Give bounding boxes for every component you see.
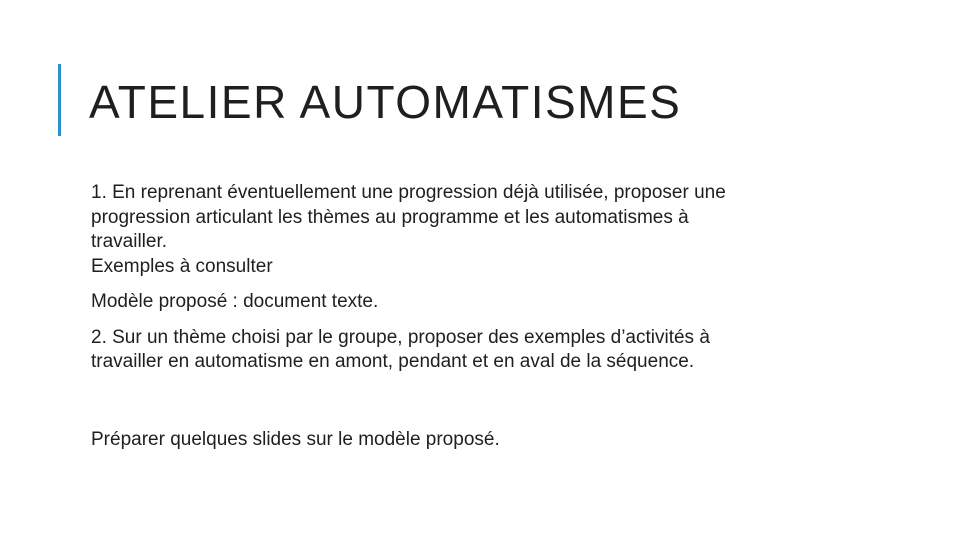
paragraph-line: Modèle proposé : document texte. (91, 291, 379, 312)
slide-body (91, 181, 871, 452)
paragraph-line: 1. En reprenant éventuellement une progression déjà utilisée, proposer une (91, 182, 726, 203)
paragraph-model (91, 290, 871, 315)
paragraph-progression (91, 181, 871, 279)
paragraph-line: travailler. (91, 231, 168, 252)
title-accent-bar (58, 64, 61, 136)
paragraph-slides (91, 428, 871, 453)
examples-link-text: Exemples à consulter (91, 255, 273, 277)
paragraph-line: progression articulant les thèmes au programme et les automatismes à (91, 206, 689, 228)
paragraph-activities (91, 326, 871, 375)
paragraph-line: travailler en automatisme en amont, pendant et en aval de la séquence. (91, 351, 695, 372)
slide-title: ATELIER AUTOMATISMES (89, 76, 682, 128)
paragraph-line: Préparer quelques slides sur le modèle proposé. (91, 428, 500, 450)
paragraph-line: 2. Sur un thème choisi par le groupe, proposer des exemples d’activités à (91, 326, 710, 348)
